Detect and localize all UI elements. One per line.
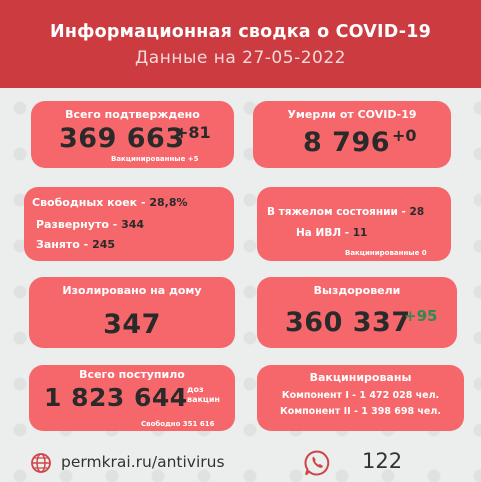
deaths-value: 8 796 (303, 127, 391, 158)
beds-occupied-label: Занято - (36, 238, 93, 251)
arrived-card (29, 365, 235, 431)
home-isolation-value: 347 (103, 309, 161, 340)
arrived-unit-line1: доз (187, 385, 204, 394)
vaccinated-label: Вакцинированы (309, 371, 412, 384)
confirmed-delta: +81 (175, 123, 211, 142)
home-isolation-card (29, 277, 235, 348)
beds-occupied-value: 245 (92, 238, 116, 251)
arrived-value: 1 823 644 (44, 383, 188, 412)
deaths-label: Умерли от COVID-19 (287, 108, 417, 121)
arrived-unit-line2: вакцин (187, 395, 220, 404)
vaccinated-card (257, 365, 464, 431)
severe-card (257, 187, 451, 261)
deaths-card (253, 101, 451, 168)
deaths-delta: +0 (392, 126, 417, 145)
globe-icon (30, 452, 52, 474)
beds-free-value: 28,8% (149, 196, 188, 209)
arrived-unit (187, 385, 220, 405)
confirmed-label: Всего подтверждено (65, 108, 200, 121)
recovered-delta: +95 (404, 307, 438, 325)
vaccinated-comp1: Компонент I - 1 472 028 чел. (281, 390, 440, 401)
recovered-value: 360 337 (285, 307, 411, 338)
confirmed-vaccinated: Вакцинированные +5 (111, 155, 199, 163)
beds-occupied (36, 238, 115, 251)
vaccinated-comp2: Компонент II - 1 398 698 чел. (280, 406, 441, 417)
arrived-label: Всего поступило (79, 368, 185, 381)
severe-value: 28 (409, 206, 425, 218)
confirmed-value: 369 663 (59, 123, 185, 154)
beds-deployed-value: 344 (121, 218, 145, 231)
ventilator-value: 11 (352, 227, 368, 239)
arrived-free: Свободно 351 616 (141, 420, 215, 428)
ventilator-line (296, 227, 367, 239)
beds-free (32, 196, 188, 209)
beds-card (24, 187, 234, 261)
severe-line (267, 206, 424, 218)
beds-deployed (36, 218, 144, 231)
severe-vaccinated: Вакцинированные 0 (345, 249, 427, 257)
hotline-number: 122 (362, 449, 403, 473)
beds-free-label: Свободных коек - (32, 196, 150, 209)
page-subtitle: Данные на 27-05-2022 (135, 48, 346, 68)
whatsapp-phone-icon (303, 449, 331, 477)
page-title: Информационная сводка о COVID-19 (49, 22, 431, 42)
ventilator-label: На ИВЛ - (296, 227, 353, 239)
site-link[interactable]: permkrai.ru/antivirus (61, 453, 225, 471)
confirmed-card (31, 101, 234, 168)
severe-label: В тяжелом состоянии - (267, 206, 410, 218)
recovered-card (257, 277, 457, 348)
beds-deployed-label: Развернуто - (36, 218, 122, 231)
header-banner (0, 0, 481, 88)
recovered-label: Выздоровели (313, 284, 401, 297)
home-isolation-label: Изолировано на дому (62, 284, 202, 297)
